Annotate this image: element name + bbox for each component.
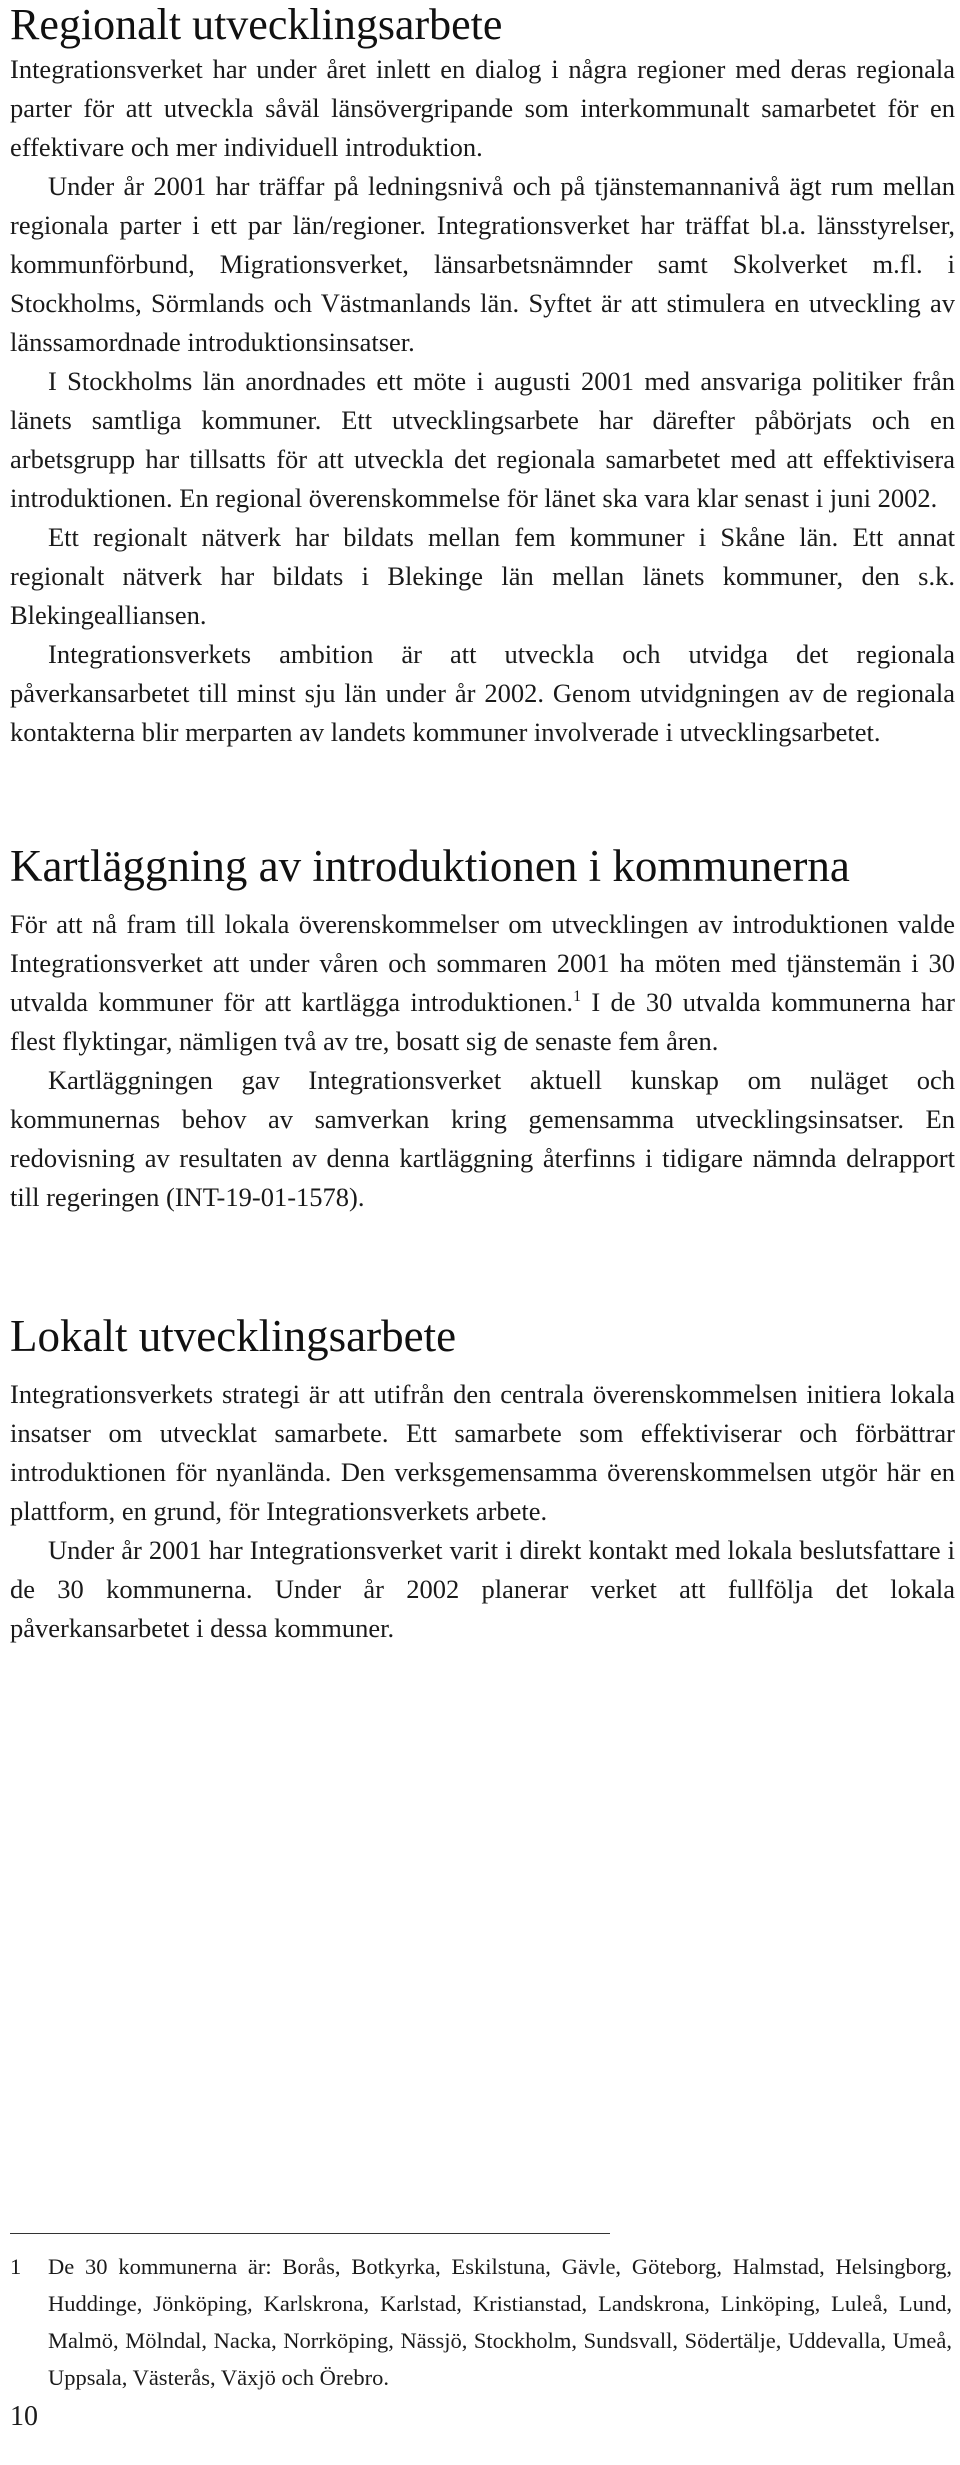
paragraph: Kartläggningen gav Integrationsverket aktuell kunskap om nuläget och kommunernas behov av samverkan kring gemensamma utvecklingsinsatser. En redovisning av resultaten av denna kartläggning återfinns i tidigare nämnda delrapport till regeringen (INT-19-01-1578). — [10, 1065, 955, 1212]
footnote — [10, 2248, 952, 2396]
section-heading-regionalt: Regionalt utvecklingsarbete — [10, 0, 503, 49]
paragraph: Ett regionalt nätverk har bildats mellan fem kommuner i Skåne län. Ett annat regionalt nätverk har bildats i Blekinge län mellan länets kommuner, den s.k. Blekingealliansen. — [10, 522, 955, 630]
footnote-text: De 30 kommunerna är: Borås, Botkyrka, Eskilstuna, Gävle, Göteborg, Halmstad, Helsingborg, Huddinge, Jönköping, Karlskrona, Karlstad, Kristianstad, Landskrona, Linköping, Luleå, Lund, Malmö, Mölndal, Nacka, Norrköping, Nässjö, Stockholm, Sundsvall, Södertälje, Uddevalla, Umeå, Uppsala, Västerås, Växjö och Örebro. — [48, 2254, 952, 2390]
paragraph: I Stockholms län anordnades ett möte i augusti 2001 med ansvariga politiker från länets samtliga kommuner. Ett utvecklingsarbete har därefter påbörjats och en arbetsgrupp har tillsatts för att utveckla det regionala samarbetet med att effektivisera introduktionen. En regional överenskommelse för länet ska vara klar senast i juni 2002. — [10, 366, 955, 513]
document-page — [10, 0, 955, 1648]
paragraph: Integrationsverkets strategi är att utifrån den centrala överenskommelsen initiera lokala insatser om utvecklat samarbete. Ett samarbete som effektiviserar och förbättrar introduktionen för nyanlända. Den verksgemensamma överenskommelsen utgör här en plattform, en grund, för Integrationsverkets arbete. — [10, 1379, 955, 1526]
paragraph — [10, 905, 955, 1061]
page-number: 10 — [10, 2401, 38, 2432]
footnote-reference: 1 — [573, 988, 582, 1006]
footnote-divider — [10, 2233, 610, 2234]
footnote-number: 1 — [10, 2254, 22, 2279]
section-heading-kartlaggning: Kartläggning av introduktionen i kommunerna — [10, 841, 850, 891]
paragraph: Under år 2001 har träffar på ledningsnivå och på tjänstemannanivå ägt rum mellan regionala parter i ett par län/regioner. Integrationsverket har träffat bl.a. länsstyrelser, kommunförbund, Migrationsverket, länsarbetsnämnder samt Skolverket m.fl. i Stockholms, Sörmlands och Västmanlands län. Syftet är att stimulera en utveckling av länssamordnade introduktionsinsatser. — [10, 171, 955, 357]
paragraph-text: I de 30 utvalda kommunerna har flest flyktingar, nämligen två av tre, bosatt sig de senaste fem åren. — [10, 987, 955, 1056]
paragraph: Integrationsverket har under året inlett en dialog i några regioner med deras regionala parter för att utveckla såväl länsövergripande som interkommunalt samarbetet för en effektivare och mer individuell introduktion. — [10, 54, 955, 162]
paragraph: Under år 2001 har Integrationsverket varit i direkt kontakt med lokala beslutsfattare i de 30 kommunerna. Under år 2002 planerar verket att fullfölja det lokala påverkansarbetet i dessa kommuner. — [10, 1535, 955, 1643]
paragraph: Integrationsverkets ambition är att utveckla och utvidga det regionala påverkansarbetet till minst sju län under år 2002. Genom utvidgningen av de regionala kontakterna blir merparten av landets kommuner involverade i utvecklingsarbetet. — [10, 639, 955, 747]
paragraph-text: För att nå fram till lokala överenskommelser om utvecklingen av introduktionen valde Integrationsverket att under våren och sommaren 2001 ha möten med tjänstemän i 30 utvalda kommuner för att kartlägga introduktionen. — [10, 909, 955, 1017]
section-heading-lokalt: Lokalt utvecklingsarbete — [10, 1311, 457, 1361]
